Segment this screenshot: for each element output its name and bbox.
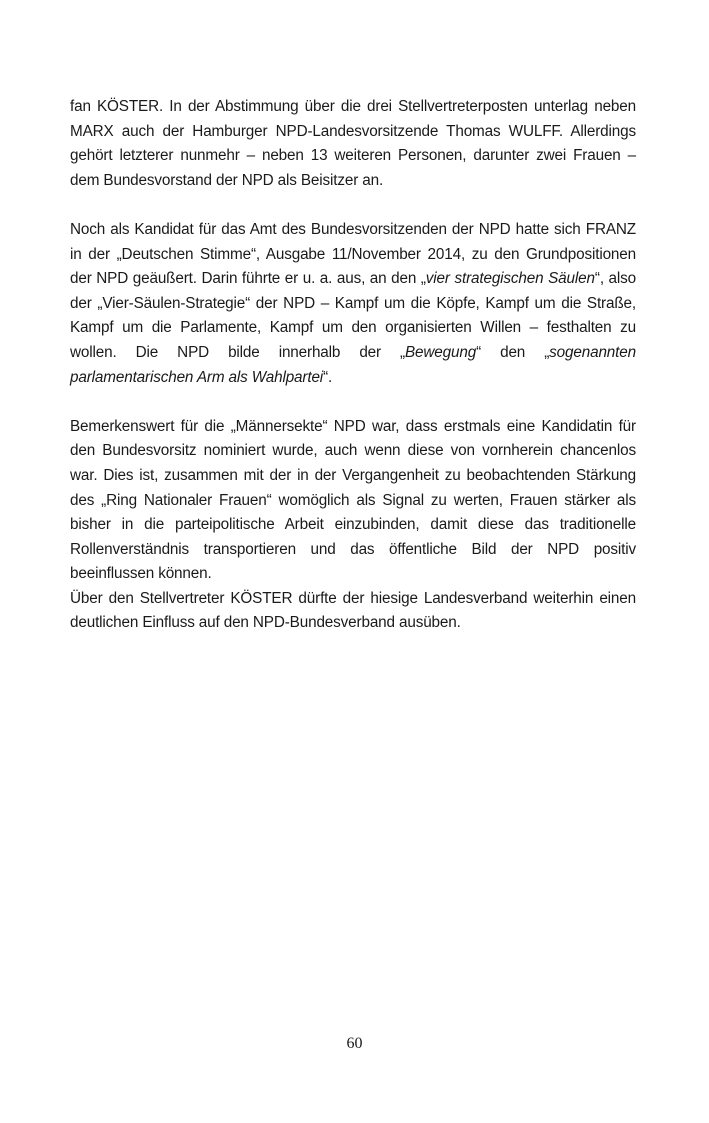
paragraph-text: “ den „	[476, 343, 550, 361]
paragraph-2	[70, 218, 636, 390]
document-page	[70, 95, 636, 636]
paragraph-text: Bemerkenswert für die „Männersekte“ NPD war, dass erstmals eine Kandidatin für den Bundesvorsitz nominiert wurde, auch wenn diese von vornherein chancenlos war. Dies ist, zusammen mit der in der Vergangenheit zu beobachtenden Stärkung des „Ring Nationaler Frauen“ womöglich als Signal zu werten, Frauen stärker als bisher in die parteipolitische Arbeit einzubinden, damit diese das traditionelle Rollenverständnis transportieren und das öffentliche Bild der NPD positiv beeinflussen können.	[70, 417, 636, 583]
paragraph-text: Über den Stellvertreter KÖSTER dürfte der hiesige Landesverband weiterhin einen deutlichen Einfluss auf den NPD-Bundesverband ausüben.	[70, 589, 636, 632]
paragraph-1	[70, 95, 636, 193]
paragraph-4	[70, 587, 636, 636]
paragraph-text: fan KÖSTER. In der Abstimmung über die drei Stellvertreterposten unterlag neben MARX auch der Hamburger NPD-Landesvorsitzende Thomas WULFF. Allerdings gehört letzterer nunmehr – neben 13 weiteren Personen, darunter zwei Frauen – dem Bundesvorstand der NPD als Beisitzer an.	[70, 98, 636, 189]
paragraph-text: Noch als Kandidat für das Amt des Bundesvorsitzenden der NPD hatte sich FRANZ in der „Deutschen Stimme“, Ausgabe 11/November 2014, zu den Grundpositionen der NPD geäußert. Darin führte er u. a. aus, an den „	[70, 220, 636, 288]
paragraph-text: “.	[323, 368, 333, 386]
italic-quote: sogenannten parlamentarischen Arm als Wahlpartei	[70, 343, 636, 386]
paragraph-3	[70, 415, 636, 587]
italic-quote: vier strategischen Säulen	[425, 270, 595, 288]
italic-quote: Bewegung	[404, 343, 477, 361]
paragraph-text: “, also der „Vier-Säulen-Strategie“ der NPD – Kampf um die Köpfe, Kampf um die Straße, Kampf um die Parlamente, Kampf um den organisierten Willen – festhalten zu wollen. Die NPD bilde innerhalb der „	[70, 270, 637, 361]
page-number: 60	[346, 1035, 363, 1052]
